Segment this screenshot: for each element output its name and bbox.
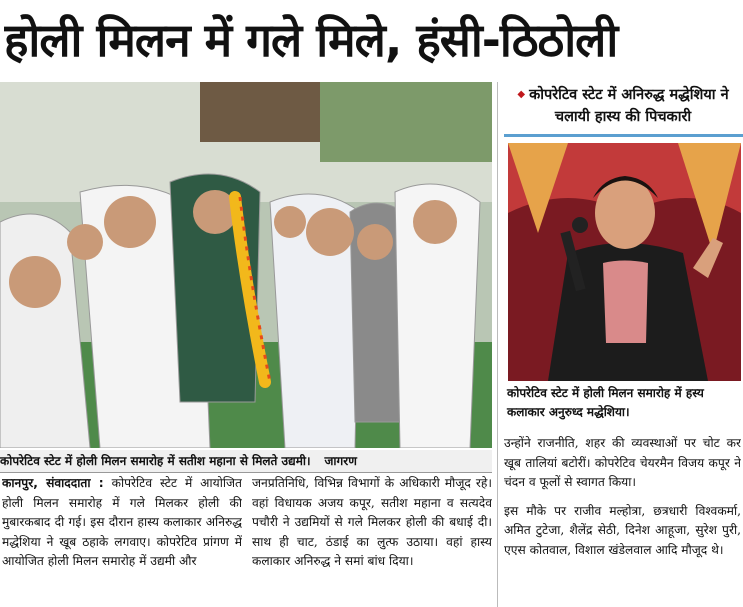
article-col1-text: कोपरेटिव स्टेट में आयोजित होली मिलन समारोह में गले मिलकर होली की मुबारकबाद दी गई। इस दौरान हास्य कलाकार अनिरुद्ध मद्धेशिया ने खूब ठहाके लगवाए। कोपरेटिव प्रांगण में आयोजित होली मिलन समारोह में उद्यमी और	[2, 476, 242, 569]
main-caption-text: कोपरेटिव स्टेट में होली मिलन समारोह में सतीश महाना से मिलते उद्यमी।	[0, 454, 311, 468]
article-column-2: जनप्रतिनिधि, विभिन्न विभागों के अधिकारी मौजूद रहे। वहां विधायक अजय कपूर, सतीश महाना व सत्यदेव पचौरी ने उद्यमियों से गले मिलकर होली की बधाई दी। साथ ही चाट, ठंडाई का लुत्फ उठाया। वहां हास्य कलाकार अनिरुद्ध ने समां बांध दिया।	[252, 476, 492, 569]
sidebar-photo	[508, 143, 741, 381]
sidebar-photo-caption: कोपरेटिव स्टेट में होली मिलन समारोह में हस्य कलाकार अनुरुध्द मद्धेशिया।	[507, 386, 704, 419]
article-col3-paragraph-1: उन्होंने राजनीति, शहर की व्यवस्थाओं पर चोट कर खूब तालियां बटोरीं। कोपरेटिव चेयरमैन विजय कपूर ने चंदन व फूलों से स्वागत किया।	[504, 436, 741, 490]
main-photo	[0, 82, 492, 448]
photo-credit: जागरण	[324, 454, 357, 468]
sidebar-rule	[504, 134, 743, 137]
article-col3-paragraph-2: इस मौके पर राजीव मल्होत्रा, छत्रधारी विश्वकर्मा, अमित टुटेजा, शैलेंद्र सेठी, दिनेश आहूजा, सुरेश पुरी, एएस कोतवाल, विशाल खंडेलवाल आदि मौजूद थे।	[504, 503, 741, 557]
sidebar-heading-text: कोपरेटिव स्टेट में अनिरुद्ध मद्धेशिया ने चलायी हास्य की पिचकारी	[529, 87, 729, 125]
bullet-diamond-icon: ◆	[517, 89, 526, 100]
main-photo-caption	[0, 450, 492, 473]
sidebar-heading	[507, 84, 739, 136]
dateline: कानपुर, संवाददाता :	[2, 476, 104, 490]
article-column-3	[504, 434, 741, 607]
column-divider	[497, 82, 498, 607]
article-column-1	[2, 474, 242, 607]
headline: होली मिलन में गले मिले, हंसी-ठिठोली	[4, 13, 618, 67]
